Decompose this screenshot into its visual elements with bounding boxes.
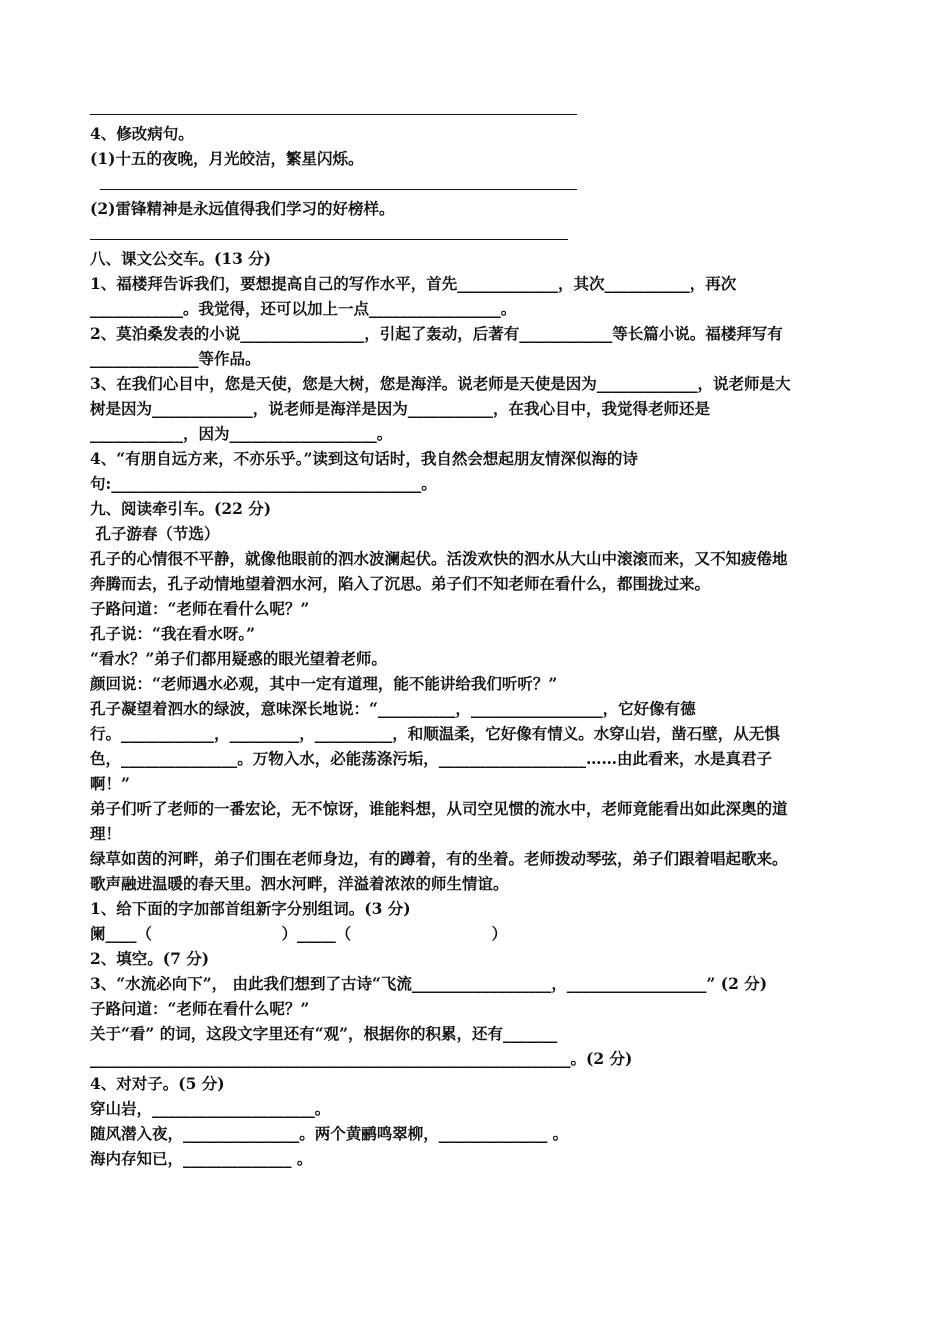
- text-line: “看水？”弟子们都用疑惑的眼光望着老师。: [90, 649, 387, 668]
- text-line: 3、“水流必向下”， 由此我们想到了古诗“飞流__________________，__________________” (2 分): [90, 974, 768, 993]
- text-line: 阑____（ ）_____（ ）: [90, 924, 508, 943]
- text-line: 九、阅读牵引车。(22 分): [90, 499, 272, 518]
- text-line: 3、在我们心目中，您是天使，您是大树，您是海洋。说老师是天使是因为_____________，说老师是大: [90, 374, 791, 393]
- text-line: 弟子们听了老师的一番宏论，无不惊讶，谁能料想，从司空见惯的流水中，老师竟能看出如此深奥的道: [90, 799, 788, 818]
- text-line: (1)十五的夜晚，月光皎洁，繁星闪烁。: [90, 149, 364, 168]
- text-line: 啊！”: [90, 774, 130, 793]
- text-line: 子路问道：“老师在看什么呢？”: [90, 599, 310, 618]
- text-line: 孔子的心情很不平静，就像他眼前的泗水波澜起伏。活泼欢快的泗水从大山中滚滚而来，又不知疲倦地: [90, 549, 788, 568]
- text-line: 孔子凝望着泗水的绿波，意味深长地说：“__________，_________________，它好像有德: [90, 699, 696, 718]
- text-line: 歌声融进温暖的春天里。泗水河畔，洋溢着浓浓的师生情谊。: [90, 874, 509, 893]
- text-line: 4、修改病句。: [90, 124, 194, 143]
- text-line: ______________________________________________________________。(2 分): [90, 1049, 633, 1068]
- worksheet-page: [90, 96, 860, 1171]
- text-line: 穿山岩，_____________________。: [90, 1099, 331, 1118]
- text-line: 孔子游春（节选）: [90, 524, 220, 543]
- text-line: 海内存知已，______________ 。: [90, 1149, 313, 1168]
- text-line: 树是因为_____________，说老师是海洋是因为___________，在我心目中，我觉得老师还是: [90, 399, 711, 418]
- text-line: 行。____________，_________，__________，和顺温柔，它好像有情义。水穿山岩，凿石壁，从无惧: [90, 724, 780, 743]
- answer-line[interactable]: [90, 171, 860, 196]
- text-line: 孔子说：“我在看水呀。”: [90, 624, 256, 643]
- answer-line[interactable]: [90, 221, 860, 246]
- text-line: 2、莫泊桑发表的小说________________，引起了轰动，后著有____________等长篇小说。福楼拜写有: [90, 324, 783, 343]
- text-line: 句:________________________________________。: [90, 474, 437, 493]
- text-line: ____________。我觉得，还可以加上一点_________________。: [90, 299, 517, 318]
- text-line: 八、课文公交车。(13 分): [90, 249, 272, 268]
- text-line: 子路问道：“老师在看什么呢？”: [90, 999, 310, 1018]
- text-line: 颜回说：“老师遇水必观，其中一定有道理，能不能讲给我们听听？”: [90, 674, 558, 693]
- text-line: 1、福楼拜告诉我们，要想提高自己的写作水平，首先_____________，其次___________，再次: [90, 274, 737, 293]
- text-line: 色，_______________。万物入水，必能荡涤污垢，___________________……由此看来，水是真君子: [90, 749, 773, 768]
- text-line: ______________等作品。: [90, 349, 261, 368]
- text-line: 关于“看” 的词，这段文字里还有“观”，根据你的积累，还有_______: [90, 1024, 558, 1043]
- text-line: 奔腾而去，孔子动情地望着泗水河，陷入了沉思。弟子们不知老师在看什么，都围拢过来。: [90, 574, 711, 593]
- text-line: (2)雷锋精神是永远值得我们学习的好榜样。: [90, 199, 395, 218]
- text-line: 理！: [90, 824, 122, 843]
- text-line: 4、“有朋自远方来，不亦乐乎。”读到这句话时，我自然会想起朋友情深似海的诗: [90, 449, 638, 468]
- text-line: 2、填空。(7 分): [90, 949, 210, 968]
- text-line: ____________，因为___________________。: [90, 424, 393, 443]
- text-line: 绿草如茵的河畔，弟子们围在老师身边，有的蹲着，有的坐着。老师拨动琴弦，弟子们跟着唱起歌来。: [90, 849, 788, 868]
- text-line: 1、给下面的字加部首组新字分别组词。(3 分): [90, 899, 411, 918]
- text-line: 4、对对子。(5 分): [90, 1074, 225, 1093]
- text-line: 随风潜入夜，_______________。两个黄鹂鸣翠柳，______________ 。: [90, 1124, 569, 1143]
- answer-line[interactable]: [90, 96, 860, 121]
